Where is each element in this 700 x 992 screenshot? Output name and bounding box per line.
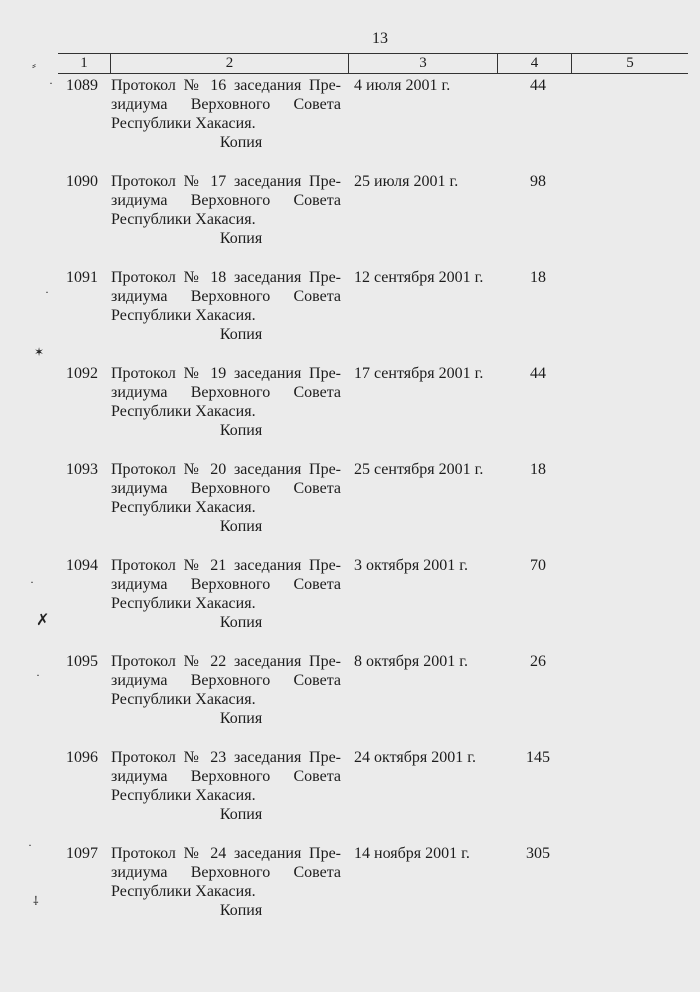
record-copy-label: Копия <box>219 710 263 727</box>
record-date: 17 сентября 2001 г. <box>354 365 484 382</box>
record-title-line: Республики Хакасия. <box>111 211 256 228</box>
record-title-line: Республики Хакасия. <box>111 787 256 804</box>
record-title-line: Республики Хакасия. <box>111 595 256 612</box>
table-row <box>58 268 688 364</box>
record-title <box>111 268 341 344</box>
column-header-1: 1 <box>80 55 88 71</box>
record-date: 8 октября 2001 г. <box>354 653 468 670</box>
record-title-line: Республики Хакасия. <box>111 691 256 708</box>
table-row <box>58 652 688 748</box>
record-title-line: зидиума Верховного Совета <box>111 288 341 305</box>
record-title <box>111 748 341 824</box>
record-title-line: Протокол № 16 заседания Пре- <box>111 77 341 94</box>
record-page-count: 26 <box>530 653 546 670</box>
table-header <box>58 53 688 74</box>
scan-speck: ✶ <box>34 345 45 359</box>
record-title <box>111 172 341 248</box>
record-copy-label: Копия <box>219 422 263 439</box>
record-copy-label: Копия <box>219 230 263 247</box>
table-row <box>58 76 688 172</box>
record-title-line: Республики Хакасия. <box>111 883 256 900</box>
record-date: 4 июля 2001 г. <box>354 77 451 94</box>
records-table <box>58 76 688 940</box>
record-page-count: 44 <box>530 365 546 382</box>
column-header-5: 5 <box>626 55 634 71</box>
record-title <box>111 652 341 728</box>
page-number: 13 <box>372 30 388 47</box>
record-date: 25 сентября 2001 г. <box>354 461 484 478</box>
scan-speck: ✗ <box>36 612 50 629</box>
table-row <box>58 460 688 556</box>
record-date: 3 октября 2001 г. <box>354 557 468 574</box>
record-title-line: Республики Хакасия. <box>111 307 256 324</box>
record-page-count: 305 <box>526 845 550 862</box>
table-row <box>58 844 688 940</box>
record-title-line: Протокол № 18 заседания Пре- <box>111 269 341 286</box>
record-copy-label: Копия <box>219 134 263 151</box>
record-title <box>111 76 341 152</box>
record-title-line: зидиума Верховного Совета <box>111 576 341 593</box>
record-page-count: 18 <box>530 269 546 286</box>
record-title-line: Протокол № 23 заседания Пре- <box>111 749 341 766</box>
record-title-line: зидиума Верховного Совета <box>111 864 341 881</box>
record-title-line: Протокол № 24 заседания Пре- <box>111 845 341 862</box>
scan-speck: · <box>36 668 40 682</box>
record-number: 1090 <box>66 173 98 190</box>
record-title-line: зидиума Верховного Совета <box>111 192 341 209</box>
record-title-line: Республики Хакасия. <box>111 115 256 132</box>
scan-speck: · <box>30 575 34 589</box>
scan-speck: ⸗ <box>32 58 36 72</box>
column-header-2: 2 <box>225 55 234 71</box>
record-title <box>111 364 341 440</box>
record-title-line: зидиума Верховного Совета <box>111 96 341 113</box>
table-row <box>58 748 688 844</box>
record-number: 1092 <box>66 365 98 382</box>
record-title-line: зидиума Верховного Совета <box>111 768 341 785</box>
record-copy-label: Копия <box>219 326 263 343</box>
table-row <box>58 172 688 268</box>
scan-speck: · <box>28 838 32 852</box>
record-title <box>111 844 341 920</box>
record-date: 12 сентября 2001 г. <box>354 269 484 286</box>
record-title-line: Протокол № 21 заседания Пре- <box>111 557 341 574</box>
column-header-3: 3 <box>419 55 427 71</box>
record-title-line: Протокол № 17 заседания Пре- <box>111 173 341 190</box>
record-title-line: зидиума Верховного Совета <box>111 672 341 689</box>
record-title-line: Протокол № 20 заседания Пре- <box>111 461 341 478</box>
record-page-count: 98 <box>530 173 546 190</box>
record-number: 1096 <box>66 749 98 766</box>
record-title-line: Республики Хакасия. <box>111 403 256 420</box>
table-row <box>58 364 688 460</box>
record-number: 1093 <box>66 461 98 478</box>
table-row <box>58 556 688 652</box>
record-page-count: 44 <box>530 77 546 94</box>
scan-speck: · <box>49 76 53 90</box>
record-page-count: 145 <box>526 749 550 766</box>
record-number: 1089 <box>66 77 98 94</box>
record-date: 24 октября 2001 г. <box>354 749 476 766</box>
record-copy-label: Копия <box>219 806 263 823</box>
column-header-4: 4 <box>530 55 539 71</box>
record-page-count: 18 <box>530 461 546 478</box>
record-title-line: зидиума Верховного Совета <box>111 480 341 497</box>
record-title-line: Протокол № 19 заседания Пре- <box>111 365 341 382</box>
record-title-line: Протокол № 22 заседания Пре- <box>111 653 341 670</box>
record-copy-label: Копия <box>219 614 263 631</box>
record-title-line: Республики Хакасия. <box>111 499 256 516</box>
record-date: 14 ноября 2001 г. <box>354 845 470 862</box>
record-copy-label: Копия <box>219 902 263 919</box>
record-title <box>111 556 341 632</box>
record-copy-label: Копия <box>219 518 263 535</box>
record-title <box>111 460 341 536</box>
record-number: 1097 <box>66 845 98 862</box>
record-number: 1095 <box>66 653 98 670</box>
record-number: 1094 <box>66 557 98 574</box>
record-date: 25 июля 2001 г. <box>354 173 459 190</box>
scan-speck: · <box>45 285 49 299</box>
record-page-count: 70 <box>530 557 546 574</box>
record-number: 1091 <box>66 269 98 286</box>
scan-speck: ⸸ <box>33 894 39 908</box>
record-title-line: зидиума Верховного Совета <box>111 384 341 401</box>
